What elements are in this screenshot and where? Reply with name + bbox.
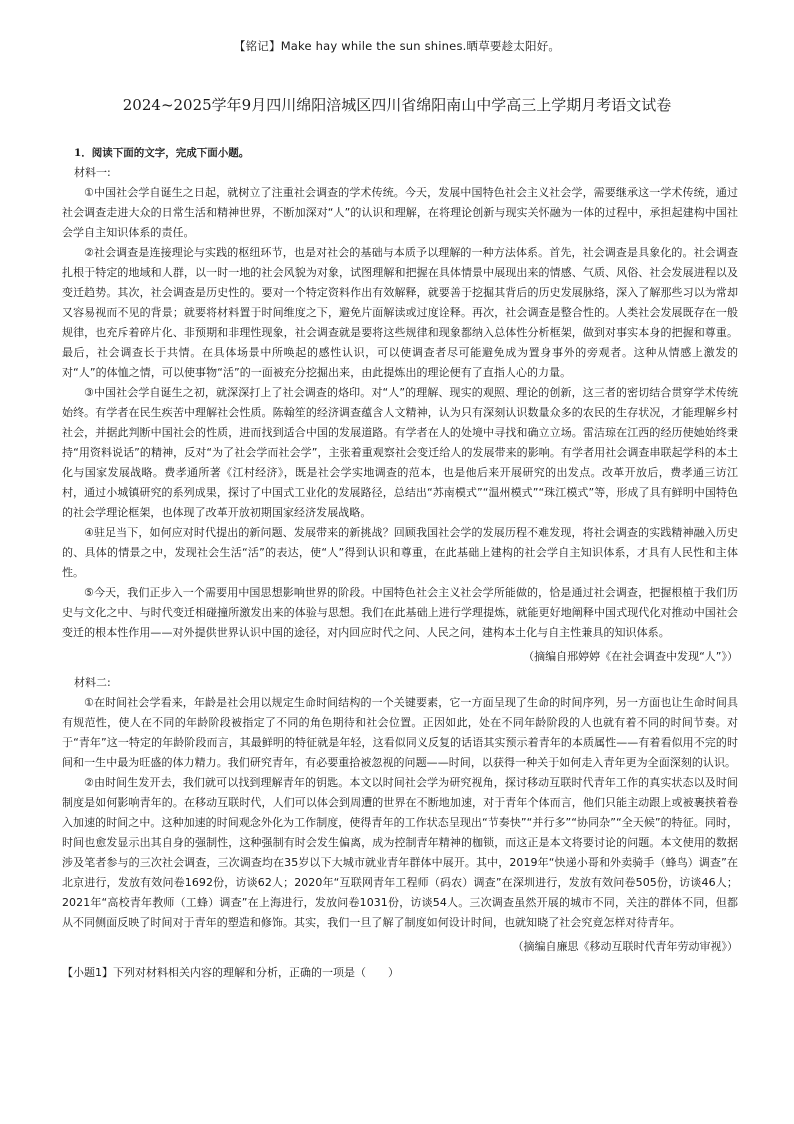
material-1-label: 材料一: [74, 166, 111, 179]
material-2-paragraph: ①在时间社会学看来，年龄是社会用以规定生命时间结构的一个关键要素，它一方面呈现了生命的时间序列，另一方面也让生命时间具有规范性，使人在不同的年龄阶段被指定了不同的角色期待和社会位置。正因如此，处在不同年龄阶段的人也就有着不同的时间节奏。对于“青年”这一特定的年龄阶段而言，其最鲜明的特征就是年轻，这看似同义反复的话语其实预示着青年的本质属性——有着看似用不完的时间和一生中最为旺盛的体力精力。我们研究青年，有必要重拾被忽视的问题——时间，以获得一种关于如何走入青年更为全面深刻的认识。 [62, 696, 738, 769]
material-1-paragraph: ①中国社会学自诞生之日起，就树立了注重社会调查的学术传统。今天，发展中国特色社会主义社会学，需要继承这一学术传统，通过社会调查走进大众的日常生活和精神世界，不断加深对“人”的认识和理解，在将理论创新与现实关怀融为一体的过程中，承担起建构中国社会学自主知识体系的责任。 [62, 186, 738, 239]
material-1-paragraph: ④驻足当下，如何应对时代提出的新问题、发展带来的新挑战？回顾我国社会学的发展历程不难发现，将社会调查的实践精神融入历史的、具体的情景之中，发现社会生活“活”的表达，使“人”得到认识和尊重，在此基础上建构的社会学自主知识体系，才具有人民性和主体性。 [62, 526, 738, 579]
material-2-label: 材料二: [74, 676, 111, 689]
material-1-paragraph: ②社会调查是连接理论与实践的枢纽环节，也是对社会的基础与本质予以理解的一种方法体系。首先，社会调查是具象化的。社会调查扎根于特定的地域和人群，以一时一地的社会风貌为对象，试图理解和把握在具体情景中展现出来的情感、气质、风俗、社会发展进程以及变迁趋势。其次，社会调查是历史性的。要对一个特定资料作出有效解释，就要善于挖掘其背后的历史发展脉络，深入了解那些习以为常却又容易视而不见的背景；就要将材料置于时间维度之下，避免片面解读或过度诠释。再次，社会调查是整合性的。人类社会发展既存在一般规律，也充斥着碎片化、非预期和非理性现象，社会调查就是要将这些规律和现象都纳入总体性分析框架，做到对事实本身的把握和尊重。最后，社会调查长于共情。在具体场景中所唤起的感性认识，可以使调查者尽可能避免成为置身事外的旁观者。这种从情感上激发的对“人”的体恤之情，可以使事物“活”的一面被充分挖掘出来，由此提炼出的理论便有了直指人心的力量。 [62, 246, 738, 379]
subquestion-1: 【小题1】下列对材料相关内容的理解和分析，正确的一项是（ ） [62, 966, 399, 979]
material-1-paragraph: ⑤今天，我们正步入一个需要用中国思想影响世界的阶段。中国特色社会主义社会学所能做的，恰是通过社会调查，把握根植于我们历史与文化之中、与时代变迁相碰撞所激发出来的体验与思想。我们在此基础上进行学理提炼，就能更好地阐释中国式现代化对推动中国社会变迁的根本性作用——对外提供世界认识中国的途径，对内回应时代之问、人民之问，建构本土化与自主性兼具的知识体系。 [62, 586, 738, 639]
exam-title: 2024~2025学年9月四川绵阳涪城区四川省绵阳南山中学高三上学期月考语文试卷 [122, 96, 672, 114]
material-2-paragraph: ②由时间生发开去，我们就可以找到理解青年的钥匙。本文以时间社会学为研究视角，探讨移动互联时代青年工作的真实状态以及时间制度是如何影响青年的。在移动互联时代，人们可以体会到周遭的世界在不断地加速，对于青年个体而言，他们只能主动跟上或被裹挟着卷入加速的时间之中。这种加速的时间观念外化为工作制度，使得青年的工作状态呈现出“节奏快”“并行多”“协同杂”“全天候”的特征。同时，时间也愈发显示出其自身的强制性，这种强制有时会发生偏离，成为控制青年精神的枷锁，而这正是本文将要讨论的问题。本文使用的数据涉及笔者参与的三次社会调查，三次调查均在35岁以下大城市就业青年群体中展开。其中，2019年“快递小哥和外卖骑手（蜂鸟）调查”在北京进行，发放有效问卷1692份，访谈62人；2020年“互联网青年工程师（码农）调查”在深圳进行，发放有效问卷505份，访谈46人；2021年“高校青年教师（工蜂）调查”在上海进行，发放问卷1031份，访谈54人。三次调查虽然开展的城市不同，关注的群体不同，但都从不同侧面反映了时间对于青年的塑造和修饰。其实，我们一旦了解了制度如何设计时间，也就知晓了社会究竟怎样对待青年。 [62, 776, 738, 929]
material-1-paragraph: ③中国社会学自诞生之初，就深深打上了社会调查的烙印。对“人”的理解、现实的观照、理论的创新，这三者的密切结合贯穿学术传统始终。有学者在民生疾苦中理解社会性质。陈翰笙的经济调查蕴含人文精神，认为只有深刻认识数量众多的农民的生存状况，才能理解乡村社会，并据此判断中国社会的性质，进而找到适合中国的发展道路。有学者在人的处境中寻找和确立立场。雷洁琼在江西的经历使她始终秉持“用资料说话”的精神，反对“为了社会学而社会学”，主张着重观察社会变迁给人的发展带来的影响。有学者用社会调查串联起学科的本土化与国家发展战略。费孝通所著《江村经济》，既是社会学实地调查的范本，也是他后来开展研究的出发点。改革开放后，费孝通三访江村，通过小城镇研究的系列成果，探讨了中国式工业化的发展路径，总结出“苏南模式”“温州模式”“珠江模式”等，形成了具有鲜明中国特色的社会学理论框架，也体现了改革开放初期国家经济发展战略。 [62, 386, 738, 519]
material-2-source: （摘编自廉思《移动互联时代青年劳动审视》） [512, 940, 738, 953]
material-1-source: （摘编自邢婷婷《在社会调查中发现“人”》） [523, 650, 738, 663]
header-motto: 【铭记】Make hay while the sun shines.晒草要趁太阳好。 [233, 39, 561, 53]
document-body [62, 143, 738, 983]
question-intro: 1．阅读下面的文字，完成下面小题。 [74, 147, 250, 159]
